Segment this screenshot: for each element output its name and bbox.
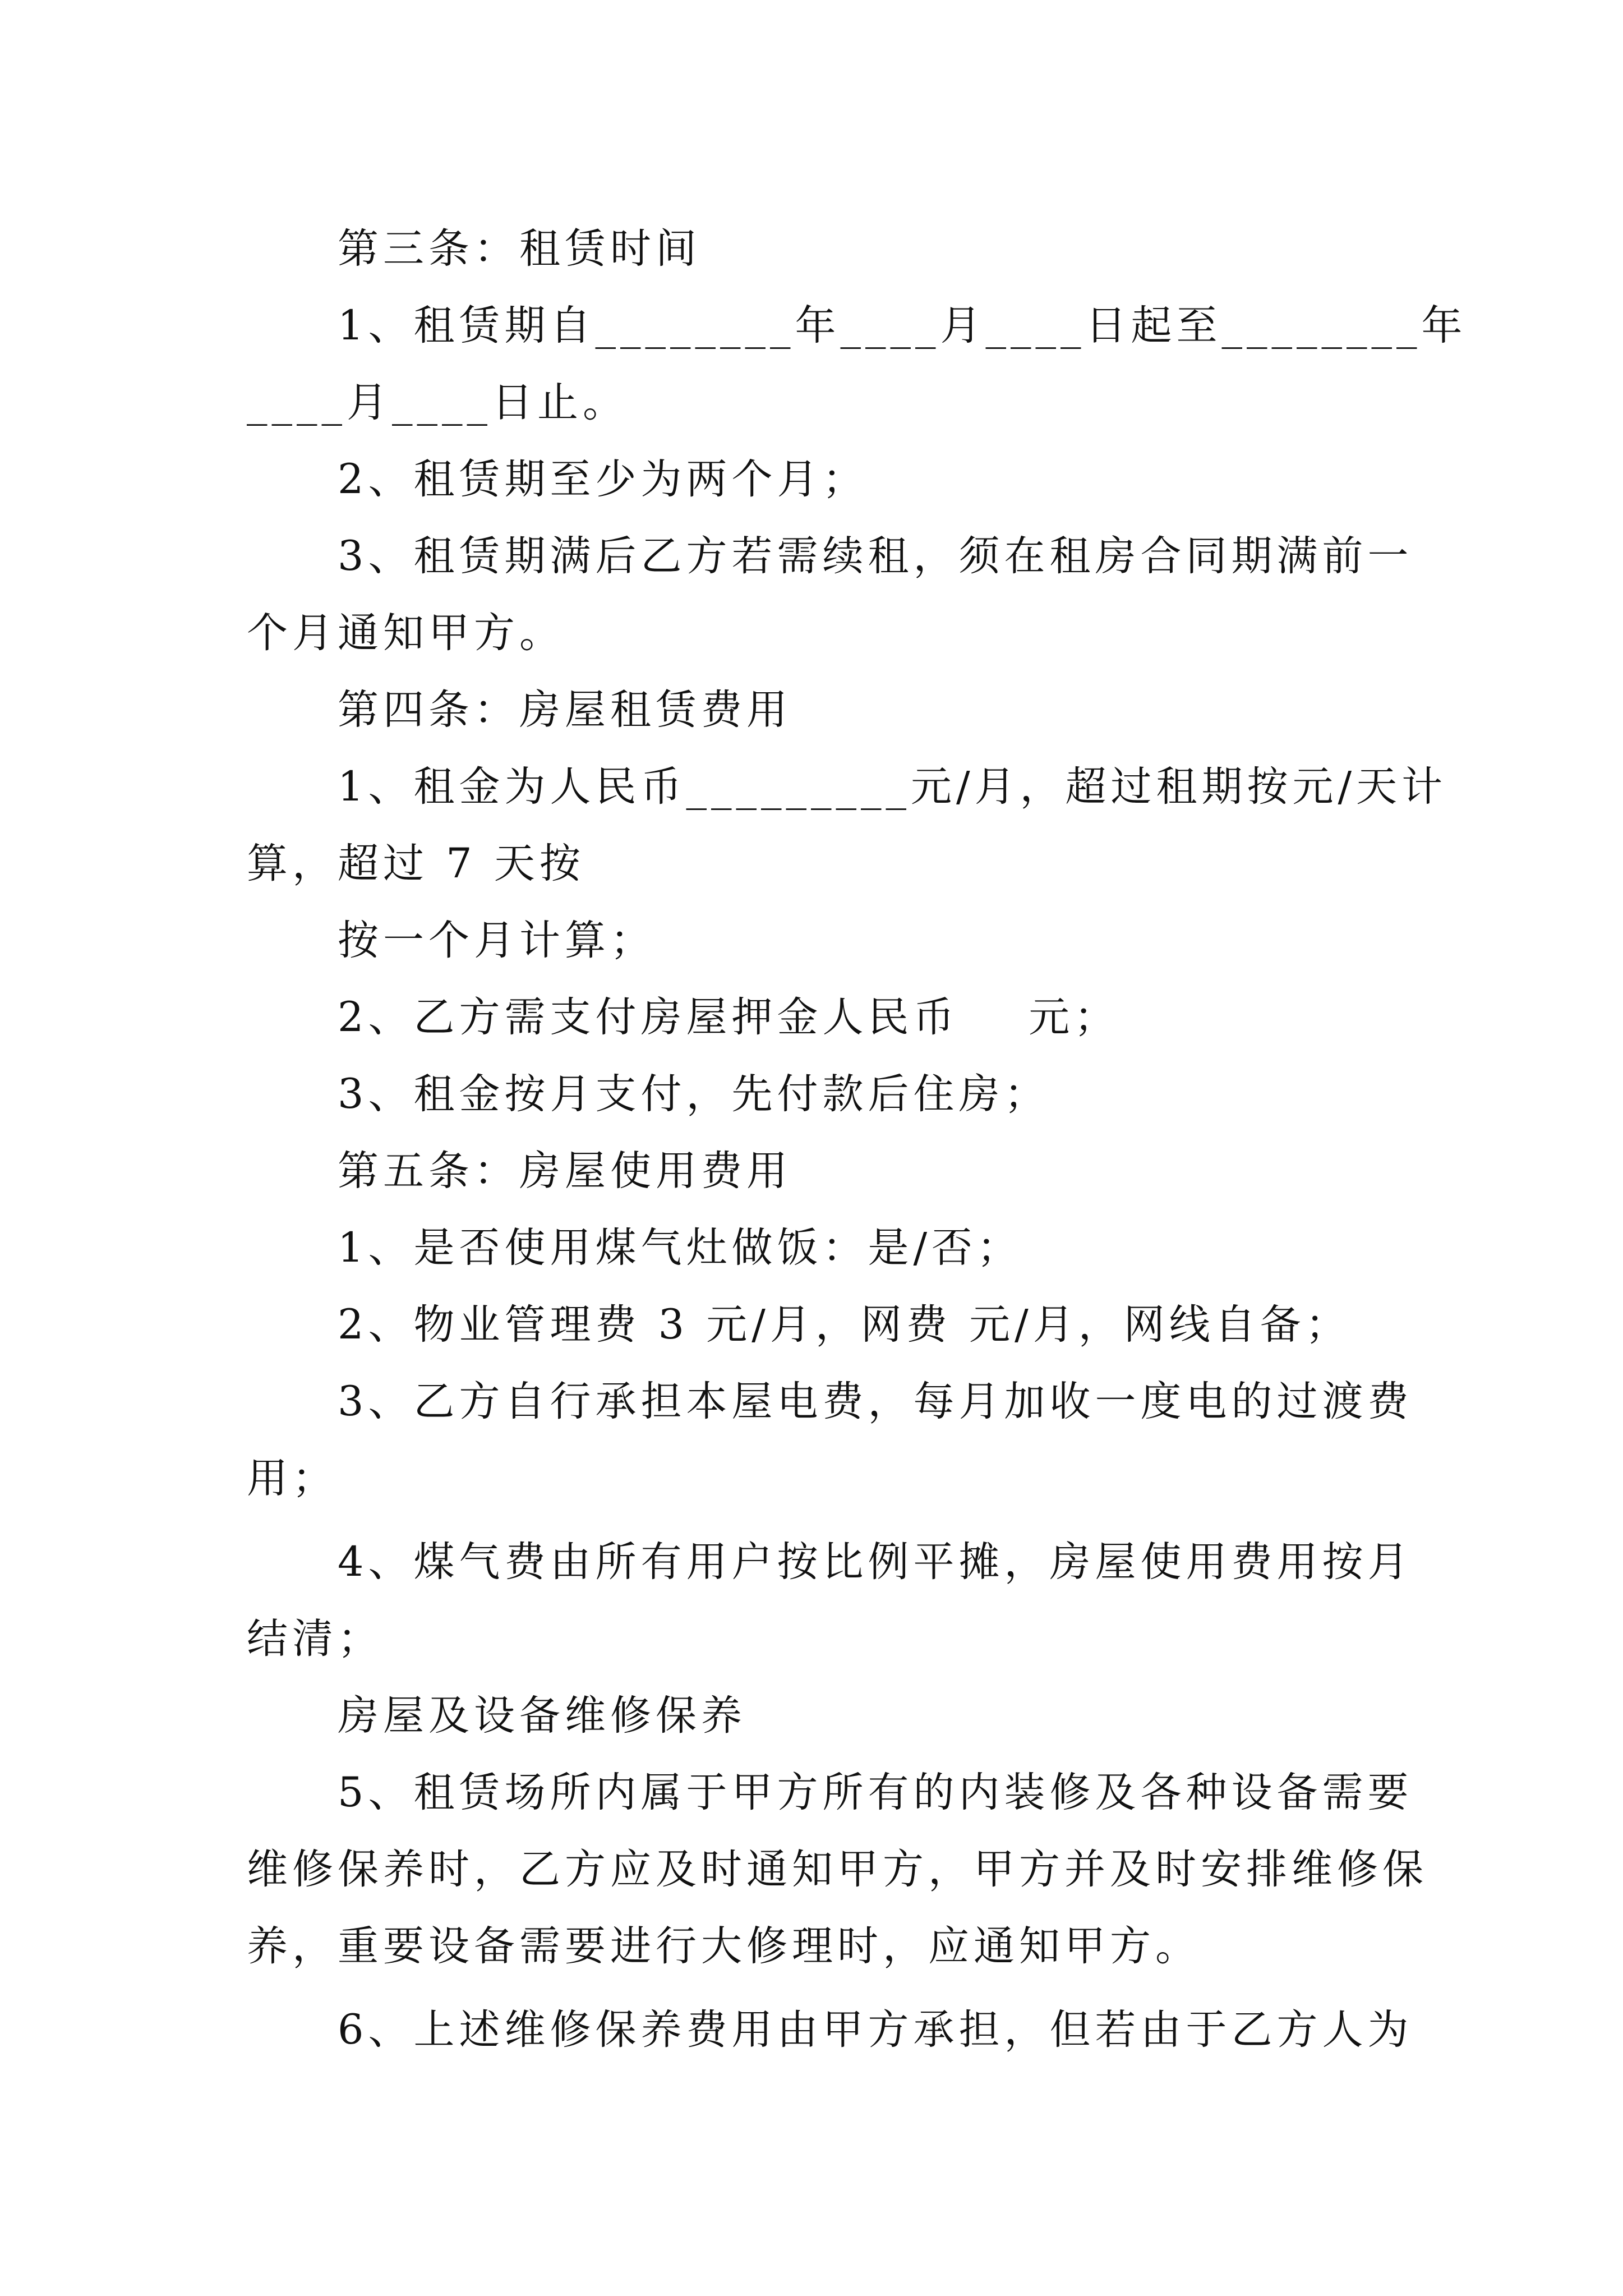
clause-line: 2、物业管理费 3 元/月，网费 元/月，网线自备；	[338, 1301, 1351, 1349]
clause-line: 1、租金为人民币_________元/月，超过租期按元/天计	[338, 763, 1447, 811]
section-heading-usage-fees: 第五条：房屋使用费用	[338, 1147, 792, 1195]
clause-line: 用；	[247, 1455, 338, 1502]
clause-line: 维修保养时，乙方应及时通知甲方，甲方并及时安排维修保	[247, 1846, 1428, 1893]
clause-line: 2、乙方需支付房屋押金人民币 元；	[338, 993, 1120, 1041]
clause-line: 按一个月计算；	[338, 917, 656, 964]
clause-line: 3、乙方自行承担本屋电费，每月加收一度电的过渡费	[338, 1378, 1413, 1425]
clause-line: 1、是否使用煤气灶做饭：是/否；	[338, 1224, 1023, 1272]
section-heading-maintenance: 房屋及设备维修保养	[338, 1692, 746, 1740]
clause-line: 6、上述维修保养费用由甲方承担，但若由于乙方人为	[338, 2006, 1413, 2054]
clause-line: 结清；	[247, 1615, 383, 1663]
clause-line: 3、租金按月支付，先付款后住房；	[338, 1070, 1050, 1118]
document-body	[247, 210, 1467, 2068]
clause-line: 个月通知甲方。	[247, 609, 565, 657]
clause-line: ____月____日止。	[247, 379, 628, 426]
clause-line: 算，超过 7 天按	[247, 840, 585, 887]
clause-line: 养，重要设备需要进行大修理时，应通知甲方。	[247, 1922, 1201, 1970]
section-heading-rental-fees: 第四条：房屋租赁费用	[338, 686, 792, 734]
clause-line: 5、租赁场所内属于甲方所有的内装修及各种设备需要	[338, 1769, 1413, 1816]
clause-line: 4、煤气费由所有用户按比例平摊，房屋使用费用按月	[338, 1538, 1413, 1586]
clause-line: 3、租赁期满后乙方若需续租，须在租房合同期满前一	[338, 532, 1413, 580]
clause-line: 1、租赁期自________年____月____日起至________年	[338, 302, 1467, 349]
clause-line: 2、租赁期至少为两个月；	[338, 455, 868, 503]
section-heading-rental-period: 第三条：租赁时间	[338, 225, 701, 273]
